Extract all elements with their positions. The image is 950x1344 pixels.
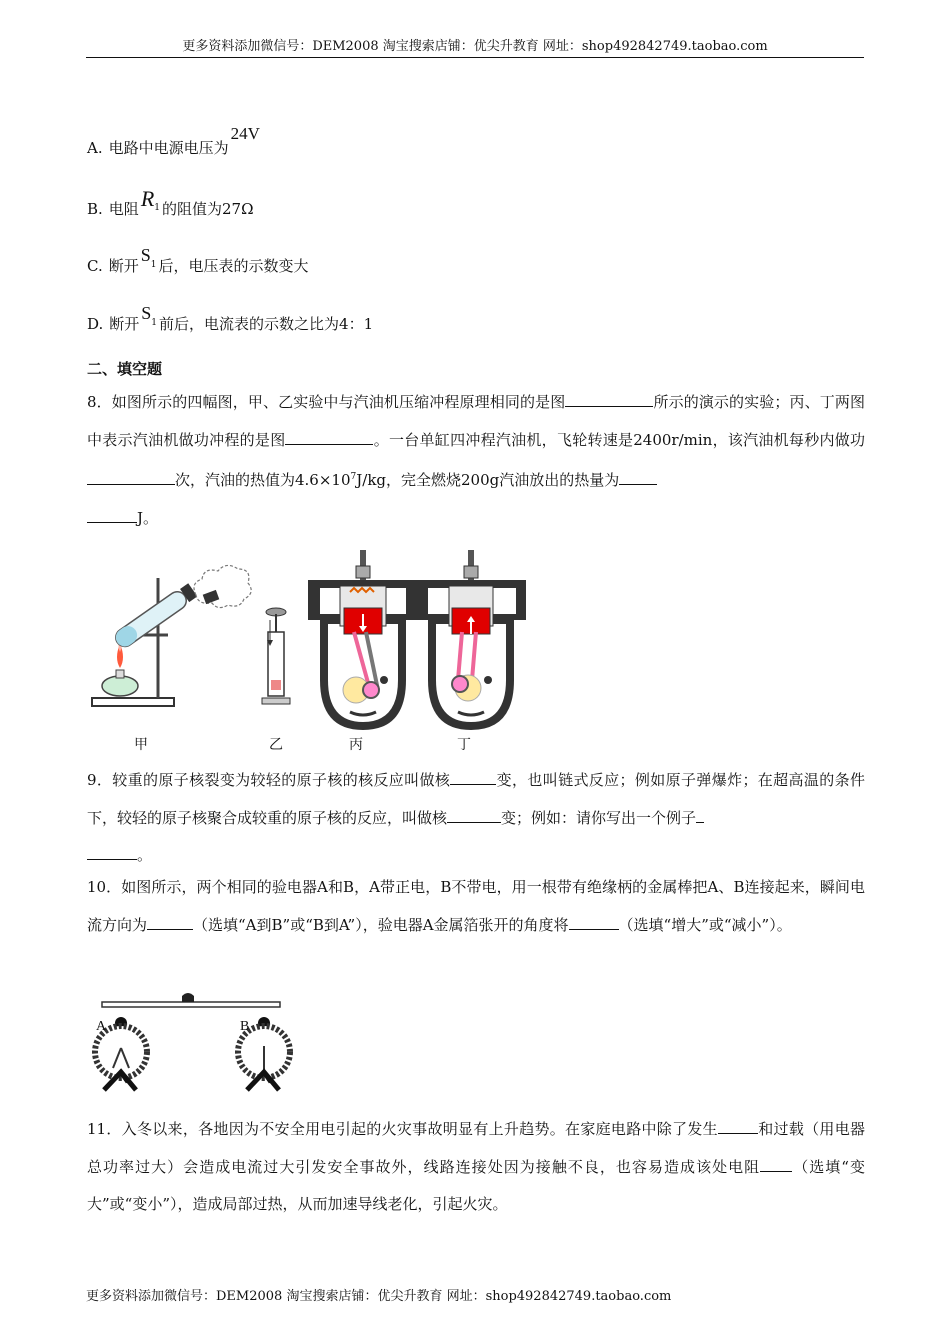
option-c	[87, 245, 309, 279]
apparatus-yi	[262, 608, 290, 704]
q9-blank-2[interactable]	[447, 806, 501, 823]
header-rule	[86, 57, 864, 58]
q8-blank-4a[interactable]	[619, 468, 657, 485]
q9-text-2: 变，也叫链式反应；例如原子弹爆炸；在超高温的条件下，较轻的原子核聚合成较重的原子核的反应，叫做核	[87, 771, 865, 827]
q11-text-3: （选填“变大”或“变小”），造成局部过热，从而加速导线老化，引起火灾。	[87, 1157, 865, 1213]
figure-8-diagrams	[88, 540, 538, 740]
option-b	[87, 186, 254, 222]
q8-text-3: 。一台单缸四冲程汽油机，飞轮转速是2400r/min，该汽油机每秒内做功	[373, 430, 865, 449]
q10-blank-2[interactable]	[569, 913, 619, 930]
option-b-label: B.	[87, 200, 103, 218]
q8-text-4: 次，汽油的热值为4.6×10	[175, 471, 351, 489]
question-11	[87, 1111, 865, 1224]
q9-blank-3a[interactable]	[696, 806, 704, 823]
q8-text-6: J。	[137, 508, 159, 527]
q8-text-5: J/kg，完全燃烧200g汽油放出的热量为	[356, 471, 620, 489]
q8-blank-3[interactable]	[87, 468, 175, 485]
q9-text-1: 9．较重的原子核裂变为较轻的原子核的核反应叫做核	[87, 771, 451, 789]
option-b-post: 的阻值为27Ω	[162, 200, 254, 218]
option-d-pre: 断开	[109, 315, 140, 333]
q10-text-3: （选填“增大”或“减小”）。	[618, 915, 792, 934]
option-d-post: 前后，电流表的示数之比为4：1	[159, 315, 374, 333]
option-d-label: D.	[87, 315, 104, 333]
question-9	[87, 762, 865, 875]
option-a-label: A.	[87, 139, 103, 157]
q11-blank-1[interactable]	[718, 1117, 758, 1134]
option-c-label: C.	[87, 257, 103, 275]
caption-yi: 乙	[269, 737, 283, 753]
option-b-subscript: 1	[154, 203, 160, 213]
caption-ding: 丁	[457, 737, 471, 753]
option-a	[87, 124, 260, 158]
q9-text-3: 变；例如：请你写出一个例子	[501, 808, 697, 827]
q8-text-1: 8．如图所示的四幅图，甲、乙实验中与汽油机压缩冲程原理相同的是图	[87, 393, 566, 411]
caption-jia: 甲	[134, 737, 148, 753]
question-10	[87, 869, 865, 944]
option-b-pre: 电阻	[108, 200, 139, 218]
option-c-post: 后，电压表的示数变大	[158, 257, 309, 275]
question-8	[87, 384, 865, 537]
q8-exponent: 7	[350, 472, 357, 482]
q9-blank-3b[interactable]	[87, 843, 137, 860]
caption-bing: 丙	[349, 737, 363, 753]
q8-blank-2[interactable]	[285, 428, 373, 445]
q9-text-4: 。	[137, 846, 153, 864]
page-footer: 更多资料添加微信号：DEM2008 淘宝搜索店铺：优尖升教育 网址：shop492842749.taobao.com	[86, 1289, 672, 1304]
engine-ding	[418, 550, 526, 730]
engine-bing	[308, 550, 418, 730]
section-title: 二、填空题	[87, 360, 163, 378]
option-c-subscript: 1	[150, 260, 157, 270]
q11-blank-2[interactable]	[760, 1155, 792, 1172]
q8-text-2: 所示的演示的实验；丙、丁两图中表示汽油机做功冲程的是图	[87, 393, 866, 449]
option-d-symbol: S	[141, 303, 152, 323]
q8-blank-1[interactable]	[565, 390, 653, 407]
q8-blank-4b[interactable]	[87, 506, 137, 523]
option-d	[87, 303, 374, 337]
q10-text-1: 10．如图所示，两个相同的验电器A和B，A带正电，B不带电，用一根带有绝缘柄的金属棒把A、B连接起来，瞬间电流方向为	[87, 878, 865, 934]
q9-blank-1[interactable]	[450, 768, 496, 785]
option-a-text: 电路中电源电压为	[108, 139, 229, 157]
label-b: B	[240, 1019, 250, 1034]
q11-text-1: 11．入冬以来，各地因为不安全用电引起的火灾事故明显有上升趋势。在家庭电路中除了发生	[87, 1120, 718, 1138]
apparatus-jia	[92, 565, 251, 706]
q11-text-2: 和过载（用电器总功率过大）会造成电流过大引发安全事故外，线路连接处因为接触不良，也容易造成该处电阻	[87, 1120, 865, 1176]
option-a-value: 24V	[230, 124, 260, 143]
figure-10-electroscopes	[88, 990, 308, 1100]
option-b-symbol: R	[140, 186, 155, 211]
page-header: 更多资料添加微信号：DEM2008 淘宝搜索店铺：优尖升教育 网址：shop492842749.taobao.com	[182, 39, 768, 54]
option-c-pre: 断开	[108, 257, 139, 275]
option-d-subscript: 1	[151, 318, 158, 328]
label-a: A	[96, 1019, 107, 1034]
q10-text-2: （选填“A到B”或“B到A”），验电器A金属箔张开的角度将	[193, 915, 569, 934]
option-c-symbol: S	[140, 245, 151, 265]
q10-blank-1[interactable]	[147, 913, 193, 930]
